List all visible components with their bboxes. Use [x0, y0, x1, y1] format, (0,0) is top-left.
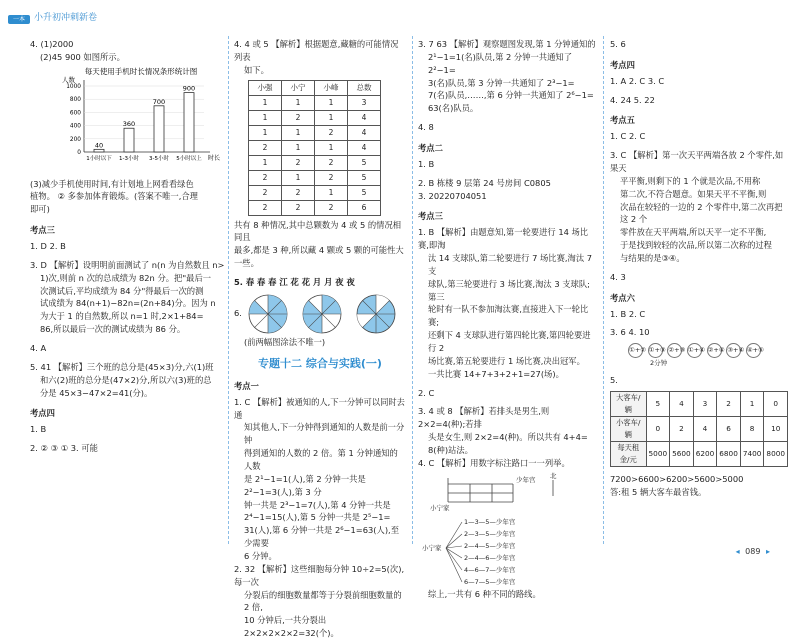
route-item: 4—6—7—少年宫: [464, 565, 516, 574]
table-row: 每天租金/元 5000 5600 6200 6800 7400 8000: [611, 442, 788, 467]
section-title: 考点三: [30, 225, 55, 236]
table-header: 总数: [348, 80, 381, 95]
answer-line: 汰 14 支球队,第二轮要进行 7 场比赛,淘汰 7 支: [428, 253, 593, 276]
answer-line: 1. B 【解析】由题意知,第一轮要进行 14 场比赛,即淘: [418, 227, 589, 251]
answer-line: 3. C 【解析】第一次天平两端各放 2 个零件,如果天: [610, 150, 784, 174]
column-3: [418, 38, 598, 601]
column-divider: [412, 36, 413, 544]
rent-table: [610, 391, 788, 467]
y-tick-label: 400: [69, 123, 81, 130]
table-row: 2 2 2 6: [249, 200, 381, 215]
answer-line: 为大于 1 的自然数,所以 n=1 时,2×1+84=: [40, 311, 204, 322]
pair-chip: ①+④: [687, 343, 702, 358]
table-row: 2 1 2 5: [249, 170, 381, 185]
table-row: 1 1 1 3: [249, 95, 381, 110]
answer-line: 和六(2)班的总分是(47×2)分,所以六(3)班的总: [40, 374, 212, 385]
answer-line: 共有 8 种情况,其中总颗数为 4 或 5 的情况相同且: [234, 219, 402, 243]
section-title: 考点一: [234, 380, 259, 391]
answer-line: 10 分钟后,一共分裂出 2×2×2×2×2=32(个)。: [244, 615, 339, 639]
answer-line: 头是女生,则 2×2=4(种)。所以共有 4+4=: [428, 432, 588, 443]
bar-chart-svg: [56, 64, 226, 174]
answer-line: 5.: [610, 375, 618, 386]
pair-chips: [628, 343, 788, 358]
bar: [154, 106, 164, 152]
column-1: [30, 38, 225, 455]
answer-line: 5. 6: [610, 39, 626, 49]
table-row: 小客车/辆 0 2 4 6 8 10: [611, 417, 788, 442]
table-row: 大客车/辆 5 4 3 2 1 0: [611, 392, 788, 417]
chapter-banner: 专题十二 综合与实践(一): [258, 356, 382, 370]
section-title: 考点六: [610, 292, 635, 303]
answer-line: 2. ② ③ ① 3. 可能: [30, 443, 98, 454]
answer-line: 钟一共是 2³−1=7(人),第 4 分钟一共是: [244, 499, 391, 510]
answer-line: 还剩下 4 支球队进行第四轮比赛,第四轮要进行 2: [428, 330, 591, 354]
answer-line: 1. C 【解析】被通知的人,下一分钟可以同时去通: [234, 396, 405, 420]
answer-line: 3. 20220704051: [418, 190, 487, 201]
candy-table: [248, 80, 381, 216]
answer-line: 7(名)队员,……,第 6 分钟一共通知了 2⁶−1=: [428, 90, 594, 101]
answer-line: 2. C: [418, 387, 435, 398]
answer-line: 于是找到较轻的次品,所以第二次称的过程: [620, 240, 772, 251]
answer-line: 3. 6 4. 10: [610, 327, 650, 338]
answer-line: 如下。: [244, 64, 269, 75]
x-tick-label: 5小时以上: [176, 155, 202, 162]
chip-note: 2分钟: [650, 359, 668, 368]
answer-line: 场比赛,第五轮要进行 1 场比赛,决出冠军。: [428, 355, 585, 366]
answer-line: 4. 24 5. 22: [610, 94, 655, 105]
x-tick-label: 3-5小时: [149, 155, 169, 162]
next-page-icon: ▸: [765, 546, 770, 556]
answer-line: (2)45 900 如图所示。: [40, 51, 125, 62]
column-4: [610, 38, 788, 499]
answer-line: 4. 8: [418, 122, 434, 133]
answer-line: 6 分钟。: [244, 550, 277, 561]
answer-line: 2⁴−1=15(人),第 5 分钟一共是 2⁵−1=: [244, 512, 391, 523]
bar: [94, 149, 104, 152]
answer-line: 植物。 ② 多参加体育锻炼。(答案不唯一,合理: [30, 191, 198, 202]
answer-line: 1. B: [30, 424, 47, 435]
table-header: 小峰: [315, 80, 348, 95]
answer-line: (前两幅图涂法不唯一): [244, 336, 326, 347]
answer-line: 1. A 2. C 3. C: [610, 75, 665, 86]
table-header: 小宁: [282, 80, 315, 95]
answer-line: 8(种)站法。: [428, 445, 473, 456]
table-row: 2 2 1 5: [249, 185, 381, 200]
answer-line: 4. A: [30, 343, 47, 354]
pair-chip: ①+③: [648, 343, 663, 358]
answer-line: 是 2¹−1=1(人),第 2 分钟一共是 2²−1=3(人),第 3 分: [244, 473, 366, 497]
pair-chip: ②+④: [707, 343, 722, 358]
street-map: [430, 471, 557, 512]
header-title: 小升初冲刺新卷: [34, 13, 98, 23]
answer-line: 7200>6600>6200>5600>5000: [610, 474, 744, 485]
answer-line: 3(名)队员,第 3 分钟一共通知了 2³−1=: [428, 77, 575, 88]
y-tick-label: 200: [69, 136, 81, 143]
answer-line: 即可): [30, 204, 50, 215]
answer-line: 得到通知的人数的 2 倍。第 1 分钟通知的人数: [244, 448, 398, 471]
pair-chip: ②+③: [667, 343, 682, 358]
answer-line: 平平衡,则剩下的 1 个就是次品,不用称: [620, 175, 761, 186]
data-label: 40: [94, 141, 104, 150]
bar-chart: [56, 64, 225, 178]
prev-page-icon: ◂: [735, 546, 740, 556]
table-row: 1 2 1 4: [249, 110, 381, 125]
answer-line: 球队,第三轮要进行 3 场比赛,淘汰 3 支球队;第三: [428, 278, 590, 302]
y-tick-label: 800: [69, 96, 81, 103]
table-row: 1 2 2 5: [249, 155, 381, 170]
map-palace-label: 少年宫: [516, 475, 536, 484]
answer-line: 3. 4 或 8 【解析】若排头是男生,则 2×2=4(种);若排: [418, 406, 550, 430]
map-home-label: 小宁家: [430, 503, 450, 512]
column-2: [234, 38, 406, 640]
answer-line: 4. C 【解析】用数字标注路口一一列举。: [418, 457, 570, 468]
answer-line: 综上,一共有 6 种不同的路线。: [428, 588, 541, 599]
section-title: 考点五: [610, 115, 635, 126]
answer-line: 4. 4 或 5 【解析】根据题意,藏糖的可能情况列表: [234, 39, 399, 62]
section-title: 考点二: [418, 143, 443, 154]
chart-title: 每天使用手机时长情况条形统计图: [84, 66, 198, 76]
answer-line: 2. B 栋楼 9 层第 24 号房间 C0805: [418, 177, 551, 188]
map-north-label: 北: [550, 471, 557, 480]
table-row: 2 1 1 4: [249, 140, 381, 155]
answer-line: 零件放在天平两端,所以天平一定不平衡,: [620, 227, 767, 238]
answer-line: 4. (1)2000: [30, 39, 74, 49]
answer-line: 分是 45×3−47×2=41(分)。: [40, 387, 153, 398]
route-item: 6—7—5—少年宫: [464, 577, 516, 586]
route-tree: [422, 517, 516, 586]
answer-line: 轮时有一队不参加淘汰赛,直接进入下一轮比赛;: [428, 304, 589, 328]
answer-line: 1. D 2. B: [30, 241, 66, 252]
x-tick-label: 1小时以下: [86, 155, 112, 162]
answer-line: 与结果的是③④。: [620, 253, 685, 264]
route-item: 2—3—5—少年宫: [464, 529, 516, 538]
answer-line: 31(人),第 6 分钟一共是 2⁶−1=63(人),至少需要: [244, 525, 399, 549]
answer-line: (3)减少手机使用时间,有计划地上网看看绿色: [30, 178, 194, 189]
answer-line: 第二次,不符合题意。如果天平不平衡,则: [620, 188, 767, 199]
x-axis-label: 时长: [208, 154, 221, 162]
section-title: 考点四: [610, 59, 635, 70]
bar: [124, 128, 134, 152]
data-label: 900: [182, 84, 196, 93]
answer-line: 6.: [234, 308, 242, 319]
answer-line: 2. 32 【解析】这些细胞每分钟 10÷2=5(次),每一次: [234, 563, 405, 587]
tree-root-label: 小宁家: [422, 543, 442, 552]
data-label: 360: [122, 119, 136, 128]
page-number-text: 089: [745, 546, 761, 556]
x-tick-label: 1-3小时: [119, 155, 139, 162]
table-row: 1 1 2 4: [249, 125, 381, 140]
answer-line: 分裂后的细胞数量都等于分裂前细胞数量的 2 倍,: [244, 589, 402, 613]
column-divider: [603, 36, 604, 544]
section-title: 考点三: [418, 211, 443, 222]
route-item: 1—3—5—少年宫: [464, 517, 516, 526]
section-title: 考点四: [30, 408, 55, 419]
bar: [184, 92, 194, 151]
answer-line: 知其他人,下一分钟得到通知的人数是前一分钟: [244, 422, 405, 446]
table-header: 小强: [249, 80, 282, 95]
header-badge: 一本: [8, 15, 30, 24]
circle-figure-1: [249, 295, 287, 333]
answer-line: 2¹−1=1(名)队员,第 2 分钟一共通知了 2²−1=: [428, 51, 572, 75]
pair-chip: ③+④: [726, 343, 741, 358]
answer-line: 1. B 2. C: [610, 308, 646, 319]
answer-line: 3. D 【解析】设明明前面测试了 n(n 为自然数且 n>: [30, 259, 225, 270]
answer-line: 3. 7 63 【解析】观察题图发现,第 1 分钟通知的: [418, 39, 596, 49]
answer-line: 5. 41 【解析】三个班的总分是(45×3)分,六(1)班: [30, 361, 214, 372]
y-axis-label: 人数: [62, 75, 75, 84]
route-item: 2—4—5—少年宫: [464, 541, 516, 550]
answer-line: 1. B: [418, 158, 435, 169]
page-number: [736, 546, 770, 558]
route-item: 2—4—6—少年宫: [464, 553, 516, 562]
answer-line: 4. 3: [610, 271, 626, 282]
answer-line: 一共比赛 14+7+3+2+1=27(场)。: [428, 368, 564, 379]
answer-line: 86,所以最后一次的测试成绩为 86 分。: [40, 324, 186, 335]
data-label: 700: [152, 97, 166, 106]
pair-chip: ①+②: [628, 343, 643, 358]
answer-line: 5. 春 春 春 江 花 花 月 月 夜 夜: [234, 277, 355, 288]
answer-line: 次测试后,平均成绩为 84 分"得最后一次的测: [40, 285, 204, 296]
answer-line: 答:租 5 辆大客车最省钱。: [610, 487, 707, 498]
y-tick-label: 600: [69, 110, 81, 117]
circle-figure-3: [357, 295, 395, 333]
pie-figures: [234, 292, 406, 336]
route-diagram: [418, 470, 598, 588]
circle-figure-2: [303, 295, 341, 333]
answer-line: 次品在较轻的一边的 2 个零件中,第二次再把这 2 个: [620, 201, 783, 225]
answer-line: 最多,都是 3 种,所以藏 4 颗或 5 颗的可能性大一些。: [234, 245, 404, 269]
y-tick-label: 0: [77, 149, 81, 156]
answer-line: 试成绩为 84(n+1)−82n=(2n+84)分。因为 n: [40, 298, 216, 309]
y-tick-label: 1000: [66, 83, 81, 90]
answer-line: 1. C 2. C: [610, 131, 646, 142]
column-divider: [228, 36, 229, 544]
shaded-circles: [246, 292, 406, 336]
pair-chip: ④+⑤: [746, 343, 761, 358]
answer-line: 1)次,则前 n 次的总成绩为 82n 分。把"最后一: [40, 272, 212, 283]
answer-line: 63(名)队员。: [428, 103, 479, 114]
